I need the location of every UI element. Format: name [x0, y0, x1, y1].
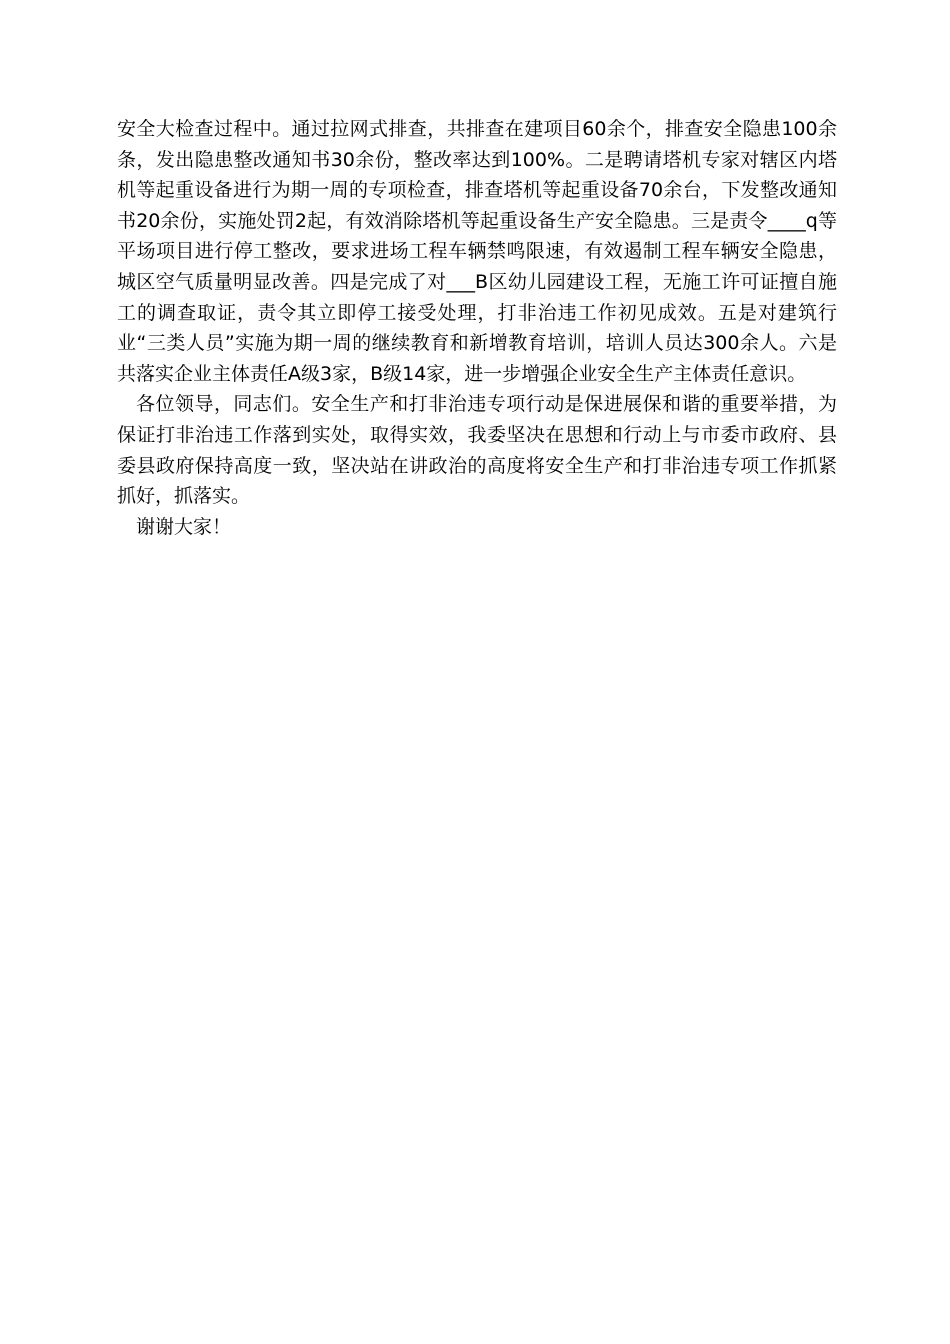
body-paragraph-2: 各位领导，同志们。安全生产和打非治违专项行动是保进展保和谐的重要举措，为保证打非治违工作落到实处，取得实效，我委坚决在思想和行动上与市委市政府、县委县政府保持高度一致，坚决站在讲政治的高度将安全生产和打非治违专项工作抓紧抓好，抓落实。: [117, 393, 837, 508]
closing-paragraph: 谢谢大家！: [136, 515, 232, 538]
document-page: [117, 114, 837, 542]
body-paragraph-1: 安全大检查过程中。通过拉网式排查，共排查在建项目60余个，排查安全隐患100余条，发出隐患整改通知书30余份，整改率达到100%。二是聘请塔机专家对辖区内塔机等起重设备进行为期一周的专项检查，排查塔机等起重设备70余台，下发整改通知书20余份，实施处罚2起，有效消除塔机等起重设备生产安全隐患。三是责令____q等平场项目进行停工整改，要求进场工程车辆禁鸣限速，有效遏制工程车辆安全隐患，城区空气质量明显改善。四是完成了对___B区幼儿园建设工程，无施工许可证擅自施工的调查取证，责令其立即停工接受处理，打非治违工作初见成效。五是对建筑行业“三类人员”实施为期一周的继续教育和新增教育培训，培训人员达300余人。六是共落实企业主体责任A级3家，B级14家，进一步增强企业安全生产主体责任意识。: [117, 118, 837, 385]
